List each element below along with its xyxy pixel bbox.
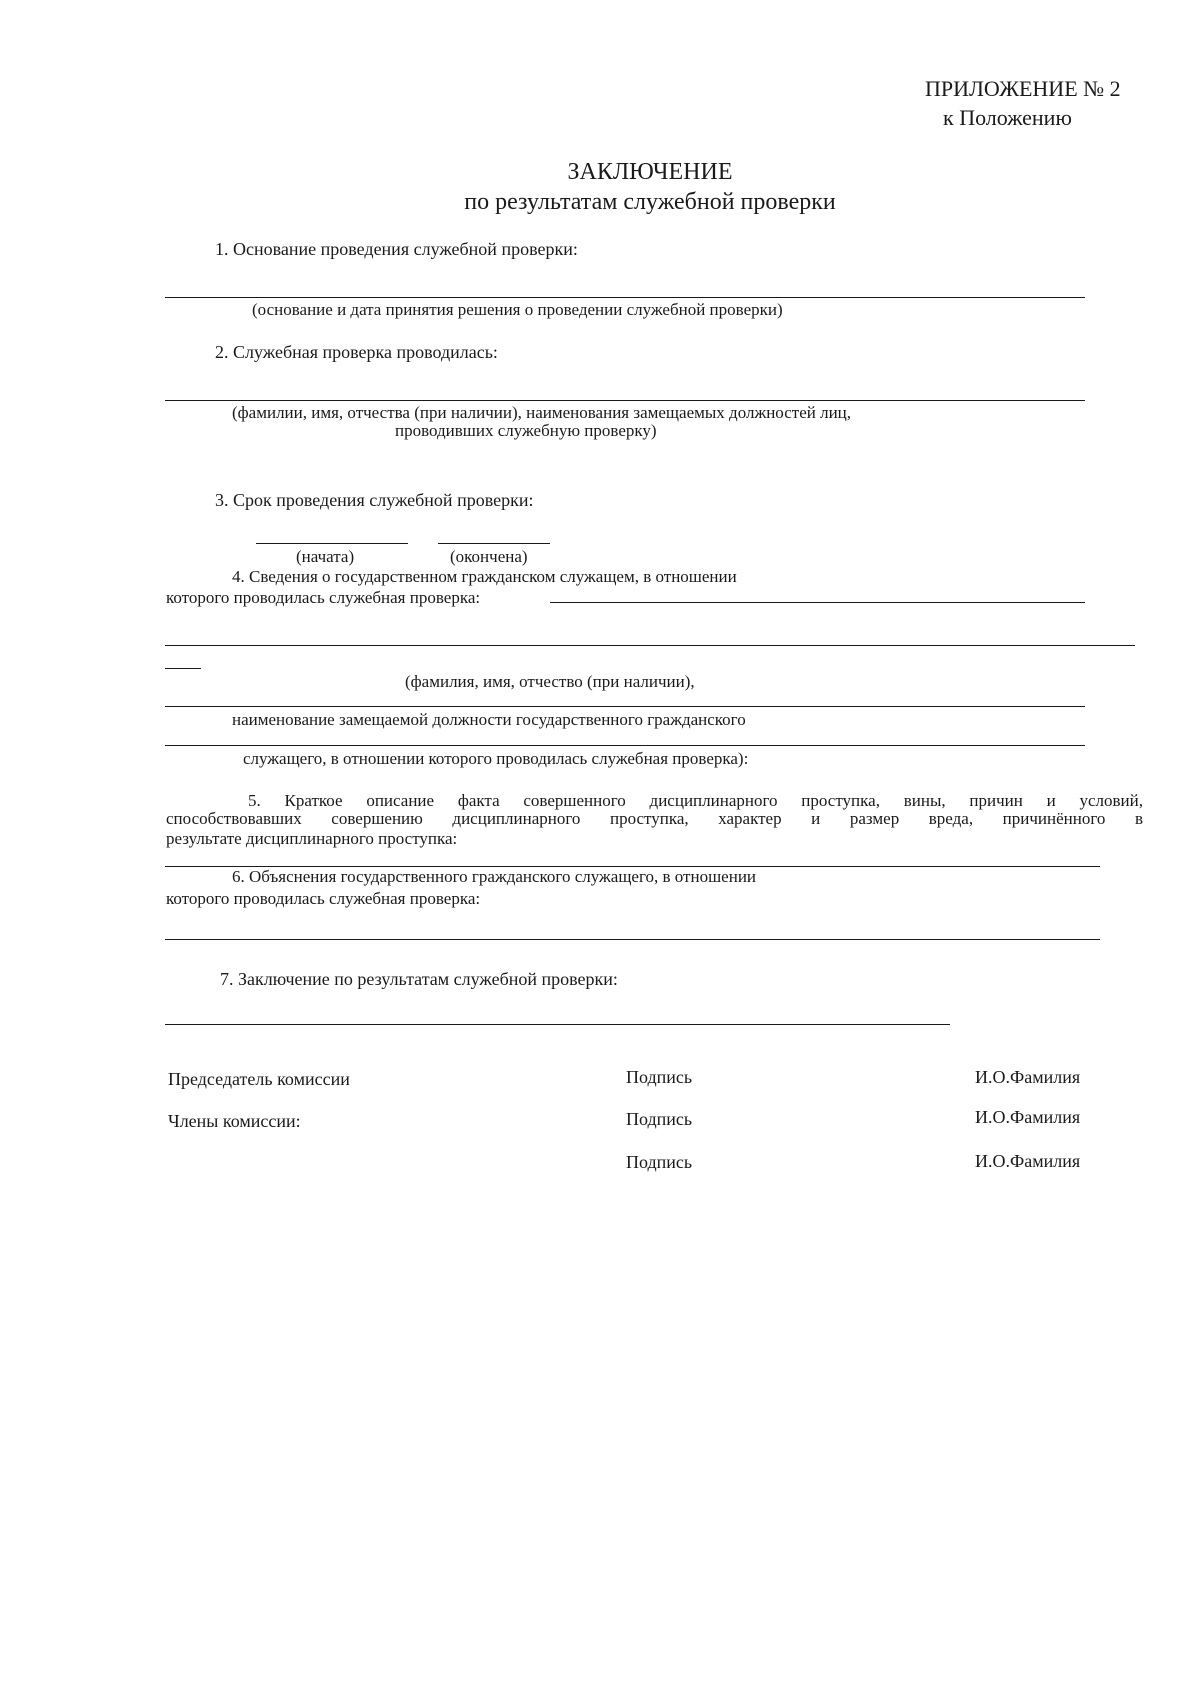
section-4-caption-line-3: служащего, в отношении которого проводилась служебная проверка): bbox=[243, 749, 749, 768]
section-2-label: 2. Служебная проверка проводилась: bbox=[215, 342, 498, 362]
chair-name: И.О.Фамилия bbox=[975, 1067, 1081, 1087]
section-4-short-line bbox=[165, 668, 201, 669]
end-date-caption: (окончена) bbox=[450, 547, 528, 566]
section-5-label-line-3: результате дисциплинарного проступка: bbox=[166, 829, 458, 848]
section-2-line bbox=[165, 400, 1085, 401]
chair-signature: Подпись bbox=[626, 1067, 693, 1087]
section-4-label-line-2: которого проводилась служебная проверка: bbox=[166, 588, 481, 607]
members-label: Члены комиссии: bbox=[168, 1111, 301, 1131]
section-2-caption-line-1: (фамилии, имя, отчества (при наличии), наименования замещаемых должностей лиц, bbox=[232, 403, 852, 422]
section-5-label-line-1: 5. Краткое описание факта совершенного дисциплинарного проступка, вины, причин и условий, bbox=[248, 791, 1143, 810]
section-2-caption-line-2: проводивших служебную проверку) bbox=[395, 421, 657, 440]
appendix-reference: к Положению bbox=[943, 105, 1072, 130]
document-subtitle: по результатам служебной проверки bbox=[464, 189, 836, 215]
member-2-name: И.О.Фамилия bbox=[975, 1151, 1081, 1171]
member-1-signature: Подпись bbox=[626, 1109, 693, 1129]
section-4-label-line-1: 4. Сведения о государственном гражданском служащем, в отношении bbox=[232, 567, 737, 586]
section-4-caption-line-1: (фамилия, имя, отчество (при наличии), bbox=[405, 672, 695, 691]
section-1-caption: (основание и дата принятия решения о проведении служебной проверки) bbox=[252, 300, 783, 319]
section-6-label-line-1: 6. Объяснения государственного гражданского служащего, в отношении bbox=[232, 867, 757, 886]
section-7-line bbox=[165, 1024, 950, 1025]
section-5-label-line-2: способствовавших совершению дисциплинарного проступка, характер и размер вреда, причинённого в bbox=[166, 809, 1143, 828]
document-title: ЗАКЛЮЧЕНИЕ bbox=[567, 159, 733, 185]
member-1-name: И.О.Фамилия bbox=[975, 1107, 1081, 1127]
section-4-caption-line-2: наименование замещаемой должности государственного гражданского bbox=[232, 710, 746, 729]
chair-label: Председатель комиссии bbox=[168, 1069, 350, 1089]
section-6-label-line-2: которого проводилась служебная проверка: bbox=[166, 889, 481, 908]
member-2-signature: Подпись bbox=[626, 1152, 693, 1172]
start-date-line bbox=[256, 543, 408, 544]
end-date-line bbox=[438, 543, 550, 544]
section-1-line bbox=[165, 297, 1085, 298]
section-7-label: 7. Заключение по результатам служебной проверки: bbox=[220, 969, 618, 989]
section-3-label: 3. Срок проведения служебной проверки: bbox=[215, 490, 534, 510]
section-4-line-3 bbox=[165, 745, 1085, 746]
start-date-caption: (начата) bbox=[296, 547, 355, 566]
section-4-inline-line bbox=[550, 602, 1085, 603]
section-4-line-1 bbox=[165, 645, 1135, 646]
section-1-label: 1. Основание проведения служебной проверки: bbox=[215, 239, 578, 259]
section-4-line-2 bbox=[165, 706, 1085, 707]
section-6-line bbox=[165, 939, 1100, 940]
appendix-number: ПРИЛОЖЕНИЕ № 2 bbox=[925, 76, 1121, 101]
